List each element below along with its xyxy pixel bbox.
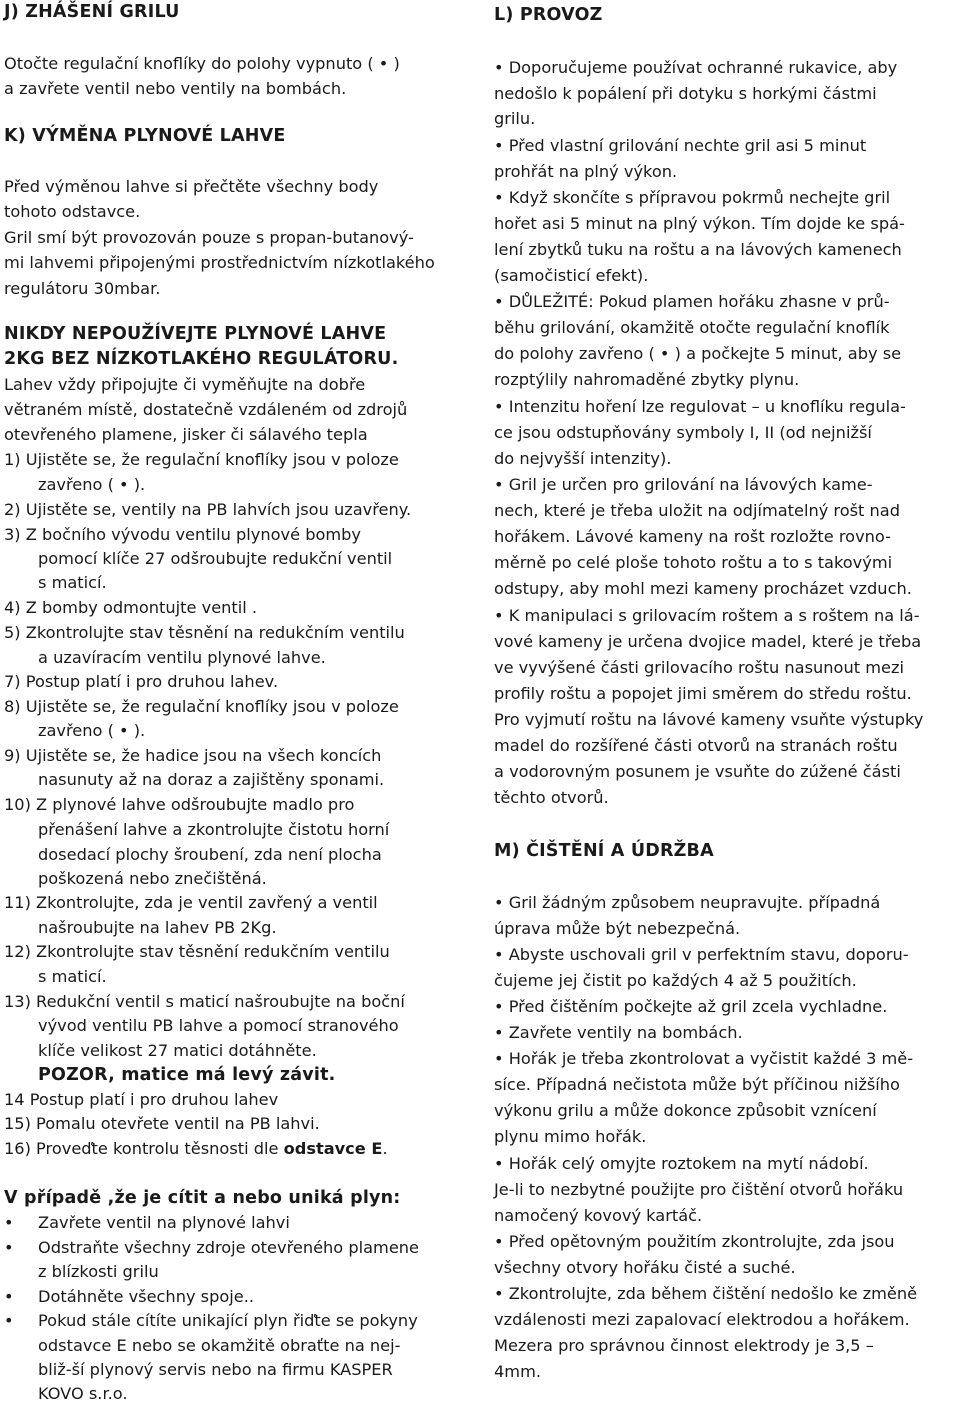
- text-line: hořet asi 5 minut na plný výkon. Tím dojde ke spá-: [494, 214, 905, 233]
- text-segment: .: [382, 1139, 388, 1158]
- text-line: •: [4, 1311, 14, 1330]
- text-line: do nejvyšší intenzity).: [494, 449, 672, 468]
- text-line: (samočisticí efekt).: [494, 266, 649, 285]
- text-line: Odstraňte všechny zdroje otevřeného plamene: [38, 1238, 419, 1257]
- text-line: Pokud stále cítíte unikající plyn řiďte se pokyny: [38, 1311, 418, 1330]
- text-line: nasunuty až na doraz a zajištěny sponami.: [38, 770, 385, 789]
- text-line: madel do rozšířené části otvorů na stranách roštu: [494, 736, 898, 755]
- text-line: • Gril žádným způsobem neupravujte. případná: [494, 893, 881, 912]
- text-line: 14 Postup platí i pro druhou lahev: [4, 1090, 279, 1109]
- section-heading: L) PROVOZ: [494, 5, 603, 25]
- bold-segment: odstavce E: [283, 1139, 383, 1158]
- text-line: • Když skončíte s přípravou pokrmů nechejte gril: [494, 188, 891, 207]
- text-line: dosedací plochy šroubení, zda není plocha: [38, 845, 382, 864]
- text-segment: 16) Proveďte kontrolu těsnosti dle: [4, 1139, 284, 1158]
- text-line: regulátoru 30mbar.: [4, 279, 161, 298]
- text-line: 1) Ujistěte se, že regulační knoflíky jsou v poloze: [4, 450, 399, 469]
- text-line: 2) Ujistěte se, ventily na PB lahvích jsou uzavřeny.: [4, 500, 412, 519]
- text-line: 4mm.: [494, 1362, 541, 1381]
- text-line: • Zavřete ventily na bombách.: [494, 1023, 743, 1042]
- text-line: 4) Z bomby odmontujte ventil .: [4, 598, 258, 617]
- text-line: síce. Případná nečistota může být příčinou nižšího: [494, 1075, 900, 1094]
- text-line: Před výměnou lahve si přečtěte všechny body: [4, 177, 379, 196]
- text-line: bliž-ší plynový servis nebo na firmu KASPER: [38, 1360, 393, 1379]
- text-line: našroubujte na lahev PB 2Kg.: [38, 918, 277, 937]
- text-line: 15) Pomalu otevřete ventil na PB lahvi.: [4, 1114, 320, 1133]
- text-line: výkonu grilu a může dokonce způsobit vznícení: [494, 1101, 877, 1120]
- text-line: přenášení lahve a zkontrolujte čistotu horní: [38, 820, 390, 839]
- section-heading: M) ČIŠTĚNÍ A ÚDRŽBA: [494, 841, 714, 861]
- text-line: ve vyvýšené části grilovacího roštu nasunout mezi: [494, 658, 904, 677]
- text-line: rozptýlily nahromaděné zbytky plynu.: [494, 370, 800, 389]
- text-line: Dotáhněte všechny spoje..: [38, 1287, 255, 1306]
- text-line: nech, které je třeba uložit na odjímatelný rošt nad: [494, 501, 901, 520]
- section-heading: J) ZHÁŠENÍ GRILU: [4, 2, 180, 22]
- text-line: Zavřete ventil na plynové lahvi: [38, 1213, 290, 1232]
- text-line: • Před vlastní grilování nechte gril asi 5 minut: [494, 136, 867, 155]
- text-line: Otočte regulační knoflíky do polohy vypnuto ( • ): [4, 54, 400, 73]
- text-line: měrně po celé ploše tohoto roštu a to s takovými: [494, 553, 893, 572]
- text-line: ce jsou odstupňovány symboly I, II (od nejnižší: [494, 423, 872, 442]
- text-line: namočený kovový kartáč.: [494, 1206, 703, 1225]
- text-line: • Gril je určen pro grilování na lávových kame-: [494, 475, 873, 494]
- text-line: odstavce E nebo se okamžitě obraťte na nej-: [38, 1336, 401, 1355]
- section-heading: NIKDY NEPOUŽÍVEJTE PLYNOVÉ LAHVE: [4, 324, 387, 344]
- text-line: 3) Z bočního vývodu ventilu plynové bomby: [4, 525, 362, 544]
- text-line: a vodorovným posunem je vsuňte do zúžené části: [494, 762, 901, 781]
- text-line: mi lahvemi připojenými prostřednictvím nízkotlakého: [4, 253, 435, 272]
- text-line: poškozená nebo znečištěná.: [38, 869, 267, 888]
- text-line: s maticí.: [38, 967, 107, 986]
- text-line: grilu.: [494, 109, 536, 128]
- text-line: tohoto odstavce.: [4, 202, 141, 221]
- text-line: • Abyste uschovali gril v perfektním stavu, doporu-: [494, 945, 909, 964]
- text-line: Je-li to nezbytné použijte pro čištění otvorů hořáku: [494, 1180, 904, 1199]
- text-line: profily roštu a popojet jimi směrem do středu roštu.: [494, 684, 912, 703]
- text-line: úprava může být nebezpečná.: [494, 919, 741, 938]
- text-line: • Zkontrolujte, zda během čištění nedošlo ke změně: [494, 1284, 918, 1303]
- text-line: všechny otvory hořáku čisté a suché.: [494, 1258, 796, 1277]
- text-line: zavřeno ( • ).: [38, 475, 146, 494]
- section-heading: 2KG BEZ NÍZKOTLAKÉHO REGULÁTORU.: [4, 349, 399, 369]
- text-line: plynu mimo hořák.: [494, 1127, 647, 1146]
- text-line: vzdálenosti mezi zapalovací elektrodou a hořákem.: [494, 1310, 910, 1329]
- text-line: 5) Zkontrolujte stav těsnění na redukčním ventilu: [4, 623, 405, 642]
- text-line: 8) Ujistěte se, že regulační knoflíky jsou v poloze: [4, 697, 399, 716]
- text-line: běhu grilování, okamžitě otočte regulační knoflík: [494, 318, 890, 337]
- text-line: •: [4, 1213, 14, 1232]
- section-heading: K) VÝMĚNA PLYNOVÉ LAHVE: [4, 126, 286, 146]
- text-line: a uzavíracím ventilu plynové lahve.: [38, 648, 326, 667]
- text-line: •: [4, 1238, 14, 1257]
- text-line: do polohy zavřeno ( • ) a počkejte 5 minut, aby se: [494, 344, 902, 363]
- text-line: vývod ventilu PB lahve a pomocí stranového: [38, 1016, 399, 1035]
- text-line: s maticí.: [38, 573, 107, 592]
- text-line: Pro vyjmutí roštu na lávové kameny vsuňte výstupky: [494, 710, 924, 729]
- text-line: KOVO s.r.o.: [38, 1384, 128, 1403]
- text-line: 12) Zkontrolujte stav těsnění redukčním ventilu: [4, 942, 390, 961]
- section-heading: POZOR, matice má levý závit.: [38, 1065, 336, 1085]
- text-line: Lahev vždy připojujte či vyměňujte na dobře: [4, 375, 366, 394]
- text-line: • Doporučujeme používat ochranné rukavice, aby: [494, 58, 898, 77]
- text-line: otevřeného plamene, jisker či sálavého tepla: [4, 425, 368, 444]
- text-line: 9) Ujistěte se, že hadice jsou na všech koncích: [4, 746, 382, 765]
- section-heading: V případě ,že je cítit a nebo uniká plyn:: [4, 1188, 401, 1208]
- text-line: klíče velikost 27 matici dotáhněte.: [38, 1041, 317, 1060]
- text-line: 13) Redukční ventil s maticí našroubujte na boční: [4, 992, 405, 1011]
- text-line: 10) Z plynové lahve odšroubujte madlo pro: [4, 795, 355, 814]
- text-line: těchto otvorů.: [494, 788, 609, 807]
- text-line: •: [4, 1287, 14, 1306]
- text-line: 11) Zkontrolujte, zda je ventil zavřený a ventil: [4, 893, 378, 912]
- text-line: 7) Postup platí i pro druhou lahev.: [4, 672, 279, 691]
- text-line: • DŮLEŽITÉ: Pokud plamen hořáku zhasne v prů-: [494, 292, 890, 311]
- text-line: • K manipulaci s grilovacím roštem a s roštem na lá-: [494, 606, 920, 625]
- text-line: [4, 1137, 388, 1161]
- text-line: zavřeno ( • ).: [38, 721, 146, 740]
- text-line: a zavřete ventil nebo ventily na bombách.: [4, 79, 347, 98]
- text-line: • Před čištěním počkejte až gril zcela vychladne.: [494, 997, 888, 1016]
- text-line: • Hořák je třeba zkontrolovat a vyčistit každé 3 mě-: [494, 1049, 914, 1068]
- text-line: pomocí klíče 27 odšroubujte redukční ventil: [38, 549, 393, 568]
- text-line: z blízkosti grilu: [38, 1262, 159, 1281]
- text-line: větraném místě, dostatečně vzdáleném od zdrojů: [4, 400, 408, 419]
- text-line: nedošlo k popálení při dotyku s horkými částmi: [494, 84, 877, 103]
- text-line: • Před opětovným použitím zkontrolujte, zda jsou: [494, 1232, 895, 1251]
- text-line: lení zbytků tuku na roštu a na lávových kamenech: [494, 240, 902, 259]
- text-line: Gril smí být provozován pouze s propan-butanový-: [4, 228, 414, 247]
- text-line: čujeme jej čistit po každých 4 až 5 použitích.: [494, 971, 857, 990]
- text-line: hořákem. Lávové kameny na rošt rozložte rovno-: [494, 527, 891, 546]
- text-line: • Hořák celý omyjte roztokem na mytí nádobí.: [494, 1154, 869, 1173]
- text-line: Mezera pro správnou činnost elektrody je 3,5 –: [494, 1336, 874, 1355]
- text-line: odstupy, aby mohl mezi kameny procházet vzduch.: [494, 579, 912, 598]
- text-line: prohřát na plný výkon.: [494, 162, 678, 181]
- text-line: • Intenzitu hoření lze regulovat – u knoflíku regula-: [494, 397, 906, 416]
- text-line: vové kameny je určena dvojice madel, které je třeba: [494, 632, 922, 651]
